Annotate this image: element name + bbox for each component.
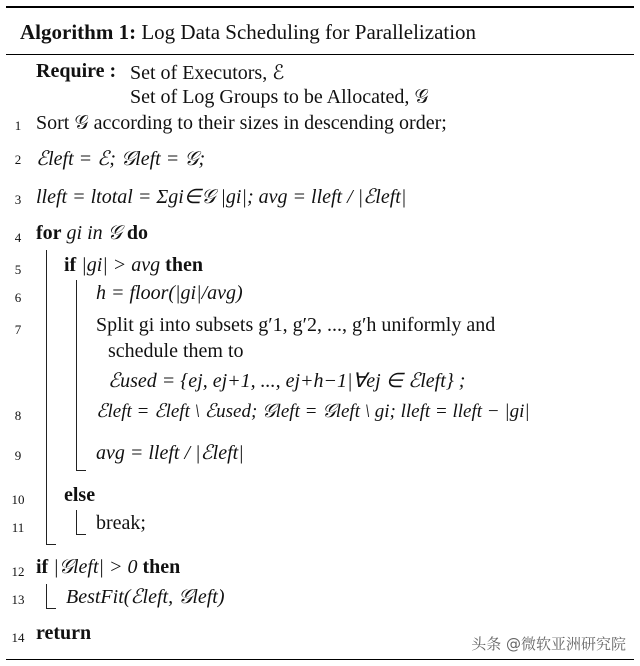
line-8: ℰleft = ℰleft \ ℰused; 𝒢left = 𝒢left \ gi; lleft = lleft − |gi| [96,401,530,422]
else-block-foot [76,534,86,535]
line-number: 5 [14,262,22,277]
for-condition: gi in 𝒢 [66,222,122,244]
algorithm-label: Algorithm 1: [20,20,137,44]
require-line-1: Set of Executors, ℰ [130,62,285,84]
line-11: break; [96,512,146,534]
line-number: 4 [14,230,22,245]
require-line-2: Set of Log Groups to be Allocated, 𝒢 [130,86,429,108]
line-10 [64,484,95,507]
line-number: 6 [14,290,22,305]
do-keyword: do [126,222,149,244]
line-number: 14 [11,630,25,645]
line-4 [36,222,148,245]
line-number: 2 [14,152,22,167]
title-rule [6,54,634,55]
line-1: Sort 𝒢 according to their sizes in descending order; [36,112,447,134]
line-number: 11 [11,520,25,535]
line-number: 13 [11,592,25,607]
then-block-foot [76,470,86,471]
if-keyword: if [36,556,49,578]
line-number: 3 [14,192,22,207]
then-keyword: then [165,254,203,276]
line-7b: schedule them to [108,340,244,362]
algorithm-box [6,6,634,660]
line-14 [36,622,91,645]
if-condition: |𝒢left| > 0 [53,556,138,578]
then-keyword: then [142,556,181,578]
algorithm-title [20,20,476,45]
line-6: h = floor(|gi|/avg) [96,282,243,304]
if-keyword: if [64,254,77,276]
bottom-rule [6,659,634,661]
watermark: 头条 @微软亚洲研究院 [471,635,626,653]
line-12 [36,556,180,579]
for-keyword: for [36,222,62,244]
line-7a: Split gi into subsets g′1, g′2, ..., g′h uniformly and [96,314,496,336]
line-number: 7 [14,322,22,337]
if-block-foot [46,608,56,609]
if-condition: |gi| > avg [81,254,161,276]
line-2: ℰleft = ℰ; 𝒢left = 𝒢; [36,148,206,170]
line-5 [64,254,203,277]
require-keyword: Require : [36,60,117,82]
top-rule [6,6,634,8]
line-number: 8 [14,408,22,423]
algorithm-name: Log Data Scheduling for Parallelization [141,20,477,44]
for-block-foot [46,544,56,545]
line-13: BestFit(ℰleft, 𝒢left) [66,586,225,608]
if-block-bar [46,584,47,608]
line-number: 12 [11,564,25,579]
line-number: 10 [11,492,25,507]
else-keyword: else [64,484,96,506]
then-block-bar [76,280,77,470]
return-keyword: return [36,622,92,644]
line-9: avg = lleft / |ℰleft| [96,442,244,464]
line-7c: ℰused = {ej, ej+1, ..., ej+h−1|∀ej ∈ ℰleft} ; [108,370,466,392]
line-number: 1 [14,118,22,133]
for-block-bar [46,250,47,544]
else-block-bar [76,510,77,534]
line-number: 9 [14,448,22,463]
line-3: lleft = ltotal = Σgi∈𝒢 |gi|; avg = lleft / |ℰleft| [36,186,407,208]
